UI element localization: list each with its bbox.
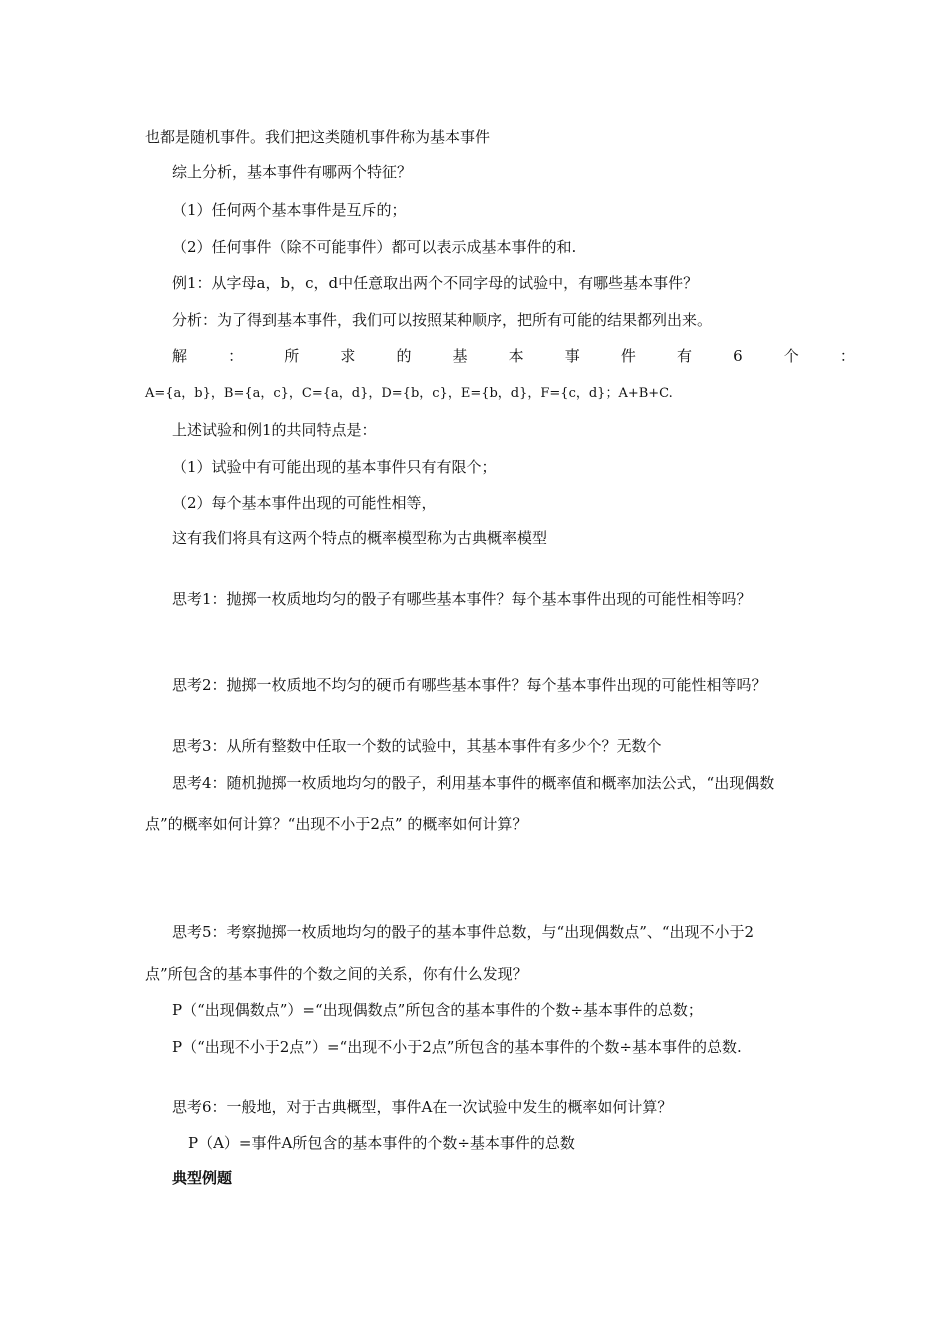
solution-token: 基	[452, 347, 468, 365]
solution-token: 有	[676, 347, 692, 365]
question-line: 思考5：考察抛掷一枚质地均匀的骰子的基本事件总数，与“出现偶数点”、“出现不小于2	[172, 923, 755, 941]
paragraph-line: （2）任何事件（除不可能事件）都可以表示成基本事件的和.	[172, 238, 577, 256]
formula-line: P（“出现不小于2点”）=“出现不小于2点”所包含的基本事件的个数÷基本事件的总数.	[172, 1038, 742, 1056]
solution-token: 件	[620, 347, 636, 365]
question-line: 思考2：抛掷一枚质地不均匀的硬币有哪些基本事件？每个基本事件出现的可能性相等吗？	[172, 676, 767, 694]
solution-line	[172, 346, 855, 366]
solution-token: 所	[284, 347, 300, 365]
solution-token: 6	[733, 347, 743, 365]
question-line: 点”的概率如何计算？“出现不小于2点” 的概率如何计算？	[145, 815, 528, 833]
paragraph-line: （2）每个基本事件出现的可能性相等，	[172, 494, 437, 512]
solution-token: 本	[508, 347, 524, 365]
formula-line: P（A）=事件A所包含的基本事件的个数÷基本事件的总数	[188, 1134, 575, 1152]
question-line: 点”所包含的基本事件的个数之间的关系，你有什么发现？	[145, 965, 528, 983]
solution-token: 的	[396, 347, 412, 365]
paragraph-line: （1）试验中有可能出现的基本事件只有有限个；	[172, 458, 497, 476]
question-line: 思考1：抛掷一枚质地均匀的骰子有哪些基本事件？每个基本事件出现的可能性相等吗？	[172, 590, 752, 608]
solution-token: 解	[172, 347, 188, 365]
formula-line: P（“出现偶数点”）=“出现偶数点”所包含的基本事件的个数÷基本事件的总数；	[172, 1001, 703, 1019]
solution-token: ：	[839, 347, 855, 365]
paragraph-line: 分析：为了得到基本事件，我们可以按照某种顺序，把所有可能的结果都列出来。	[172, 311, 713, 329]
paragraph-line: （1）任何两个基本事件是互斥的；	[172, 201, 407, 219]
paragraph-line: 这有我们将具有这两个特点的概率模型称为古典概率模型	[172, 529, 548, 547]
paragraph-line: 也都是随机事件。我们把这类随机事件称为基本事件	[145, 128, 491, 146]
question-line: 思考3：从所有整数中任取一个数的试验中，其基本事件有多少个？无数个	[172, 737, 662, 755]
solution-token: ：	[228, 347, 244, 365]
solution-token: 个	[783, 347, 799, 365]
solution-token: 事	[564, 347, 580, 365]
solution-token: 求	[340, 347, 356, 365]
paragraph-line: 综上分析，基本事件有哪两个特征？	[172, 163, 413, 181]
question-line: 思考4：随机抛掷一枚质地均匀的骰子，利用基本事件的概率值和概率加法公式，“出现偶数	[172, 774, 775, 792]
paragraph-line: 上述试验和例1的共同特点是：	[172, 421, 377, 439]
question-line: 思考6：一般地，对于古典概型，事件A在一次试验中发生的概率如何计算？	[172, 1098, 673, 1116]
section-heading: 典型例题	[172, 1169, 233, 1187]
set-definitions: A={a，b}，B={a，c}，C={a，d}，D={b，c}，E={b，d}，F={c，d}；A+B+C.	[145, 386, 673, 401]
paragraph-line: 例1：从字母a，b，c，d中任意取出两个不同字母的试验中，有哪些基本事件？	[172, 274, 699, 292]
